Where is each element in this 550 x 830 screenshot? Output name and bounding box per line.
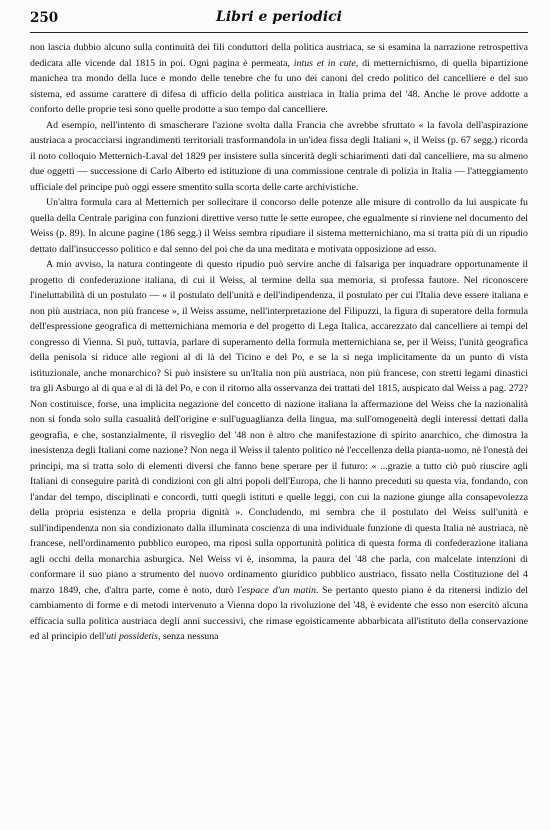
text-run: Un'altra formula cara al Metternich per sollecitare il concorso delle potenze alle misure di controllo da lui auspicate fu quella della Centrale parigina con funzioni direttive verso tutte le sette europee, che egualmente si rinviene nel documento del Weiss (p. 89). In alcune pagine (186 segg.) il Weiss sembra ripudiare il sistema metternichiano, ma si tratta più di un ripudio dettato dall'insuccesso politico e dal senno del poi che da una meditata e motivata opposizione ad esso. (30, 197, 528, 255)
text-run: . Se pertanto questo piano è da ritenersi indizio del cambiamento di forme e di metodi intervenuto a Vienna dopo la rivoluzione del '48, è evidente che esso non esercitò alcuna efficacia sulla politica austriaca degli anni successivi, che rimase egoisticamente abbarbicata all'istituto della conservazione ed al principio dell' (30, 584, 528, 642)
header-rule (30, 32, 528, 33)
body-text (30, 40, 528, 825)
paragraph (30, 40, 528, 118)
page-number: 250 (30, 10, 59, 26)
text-run: A mio avviso, la natura contingente di questo ripudio può servire anche di falsariga per inquadrare opportunamente il progetto di confederazione italiana, di cui il Weiss, al termine della sua memoria, si professa fautore. Nel riconoscere l'ineluttabilità di un postulato — « il postulato dell'unità e dell'indipendenza, il postulato per cui l'Italia deve essere italiana e non più austriaca, non più francese », il Weiss assume, nell'interpretazione del Filipuzzi, la figura di superatore della formula dell'espressione geografica di metternichiana memoria e del progetto di Lega Italica, accarezzato dal cancelliere ai tempi del congresso di Vienna. Si può, tuttavia, parlare di superamento della formula metternichiana se, per il Weiss, l'unità geografica della penisola si riduce alle regioni al di là del Ticino e del Po, e se la si nega implicitamente da un punto di vista istituzionale, anche monarchico? Si può insistere su un'Italia non più austriaca, non più francese, con stretti legami dinastici tra gli Asburgo al di qua e al di là del Po, e con il ritorno alla osservanza dei trattati del 1815, auspicato dal Weiss a pag. 272? Non costituisce, forse, una implicita negazione del concetto di nazione italiana la affermazione del Weiss che la nazionalità non si fonda solo sulla casualità dell'origine e sull'uguaglianza della lingua, ma sull'omogeneità degli interessi dettati dalla geografia, e che, sostanzialmente, il risveglio del '48 non è altro che manifestazione di spirito anarchico, che dimostra la inesistenza degli Italiani come nazione? Non nega il Weiss il talento politico nè l'eccellenza della pianta-uomo, nè l'onestà dei principi, ma si tratta solo di elementi diversi che fanno bene sperare per il futuro: « ...grazie a tutto ciò può riuscire agli Italiani di conseguire parità di condizioni con gli altri popoli dell'Europa, che li hanno preceduti su questa via, fondando, con l'andar del tempo, disciplinati e concordi, tutti quegli istituti e quelle leggi, con cui la nazione giunge alla consapevolezza della propria esistenza e della propria dignità ». Concludendo, mi sembra che il postulato del Weiss sull'unità e sull'indipendenza non sia condizionato dalla illuminata coscienza di una individuale funzione di questa Italia nè austriaca, nè francese, nell'ordinamento pubblico europeo, ma riposi sulla opportunità politica di questa forma di confederazione italiana agli occhi della monarchia asburgica. Nel Weiss vi è, insomma, la paura del '48 che parla, con malcelate intenzioni di conformare il suo piano a strumento del nuovo ordinamento giuridico pubblico austriaco, fissato nella Costituzione del 4 marzo 1849, che, d'altra parte, come è noto, durò l' (30, 259, 528, 596)
text-run: , senza nessuna (157, 631, 219, 642)
text-run: Ad esempio, nell'intento di smascherare l'azione svolta dalla Francia che avrebbe sfruttato « la favola dell'aspirazione austriaca a procacciarsi ingrandimenti territoriali trasformandola in un'idea fissa degli Italiani », il Weiss (p. 67 segg.) ricorda il noto colloquio Metternich-Laval del 1829 per insistere sulla sincerità degli schiarimenti dati dal cancelliere, ma su almeno due oggetti — successione di Carlo Alberto ed istituzione di una commissione centrale di polizia in Italia — l'atteggiamento ufficiale del principe può oggi essere smentito sulla scorta delle carte archivistiche. (30, 119, 528, 193)
text-run: non lascia dubbio alcuno sulla continuità dei fili conduttori della politica austriaca, se si esamina la narrazione retrospettiva dedicata alle vicende dal 1815 in poi. Ogni pagina è permeata, (30, 42, 528, 69)
italic-phrase: intus et in cute (293, 57, 356, 69)
italic-phrase: espace d'un matin (242, 584, 316, 596)
paragraph (30, 195, 528, 257)
page-header (30, 8, 528, 30)
running-title: Libri e periodici (216, 9, 342, 25)
text-run: , di metternichismo, di quella bipartizione manichea tra mondo della luce e mondo delle tenebre che fu uno dei canoni del credo politico del cancelliere e del suo sistema, ed assume carattere di difesa di ufficio della politica austriaca in Italia prima del '48. Anche le prove addotte a conforto delle proprie tesi sono quelle prodotte a suo tempo dal cancelliere. (30, 57, 528, 115)
paragraph (30, 257, 528, 645)
paragraph (30, 118, 528, 196)
italic-phrase: uti possidetis (106, 631, 158, 642)
